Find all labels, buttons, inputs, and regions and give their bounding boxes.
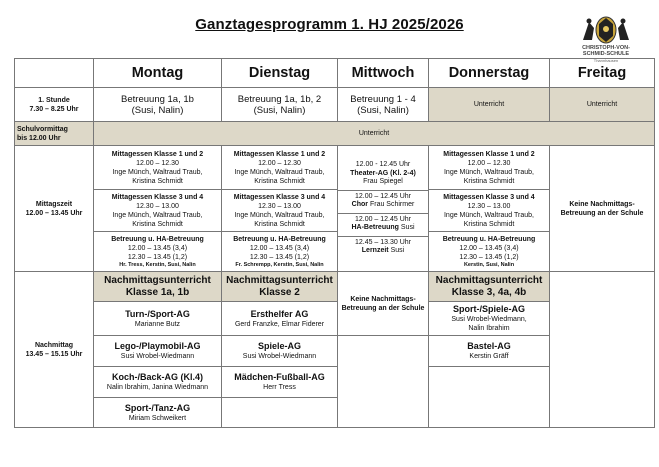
ag-monday-3: Koch-/Back-AG (Kl.4) Nalin Ibrahim, Janina Wiedmann [94,367,222,398]
afternoon-wednesday-empty [338,336,429,428]
ag-thursday-2: Bastel-AG Kerstin Gräff [429,336,550,367]
school-crest-icon [575,10,637,46]
morning-label: Schulvormittag bis 12.00 Uhr [15,122,94,146]
afternoon-thursday-empty [429,367,550,428]
page-title: Ganztagesprogramm 1. HJ 2025/2026 [195,16,464,33]
afternoon-label: Nachmittag 13.45 – 15.15 Uhr [15,272,94,428]
afternoon-header-thursday: Nachmittagsunterricht Klasse 3, 4a, 4b [429,272,550,302]
ag-monday-1: Turn-/Sport-AG Marianne Butz [94,302,222,336]
day-friday: Freitag [550,59,655,88]
first-lesson-monday: Betreuung 1a, 1b (Susi, Nalin) [94,88,222,122]
lunch2-monday: Mittagessen Klasse 3 und 4 12.30 – 13.00 Inge Münch, Waltraud Traub, Kristina Schmidt [94,190,222,232]
morning-lessons: Unterricht [94,122,655,146]
first-lesson-friday: Unterricht [550,88,655,122]
first-lesson-thursday: Unterricht [429,88,550,122]
first-lesson-tuesday: Betreuung 1a, 1b, 2 (Susi, Nalin) [222,88,338,122]
afternoon-header-monday: Nachmittagsunterricht Klasse 1a, 1b [94,272,222,302]
afternoon-tuesday-empty [222,398,338,428]
lunch-friday-none: Keine Nachmittags-Betreuung an der Schule [550,146,655,272]
row-lunch-1 [15,146,655,190]
ag-thursday-1: Sport-/Spiele-AG Susi Wrobel-Wiedmann, Nalin Ibrahim [429,302,550,336]
row-morning [15,122,655,146]
homework-tuesday: Betreuung u. HA-Betreuung 12.00 – 13.45 (3,4) 12.30 – 13.45 (1,2) Fr. Schrempp, Kerstin, Susi, Nalin [222,232,338,272]
first-lesson-label: 1. Stunde 7.30 – 8.25 Uhr [15,88,94,122]
lunch1-tuesday: Mittagessen Klasse 1 und 2 12.00 – 12.30 Inge Münch, Waltraud Traub, Kristina Schmidt [222,146,338,190]
lunch-wednesday-ags: 12.00 - 12.45 Uhr Theater-AG (Kl. 2-4) Frau Spiegel 12.00 – 12.45 Uhr Chor Frau Schirmer 12.00 – 12.45 Uhr HA-Betreuung Susi 12.45 – 13.30 Uhr Lernzeit Susi [338,146,429,272]
first-lesson-wednesday: Betreuung 1 - 4 (Susi, Nalin) [338,88,429,122]
ag-tuesday-1: Ersthelfer AG Gerd Franzke, Elmar Fiderer [222,302,338,336]
ag-monday-2: Lego-/Playmobil-AG Susi Wrobel-Wiedmann [94,336,222,367]
row-first-lesson [15,88,655,122]
lunch2-thursday: Mittagessen Klasse 3 und 4 12.30 – 13.00 Inge Münch, Waltraud Traub, Kristina Schmidt [429,190,550,232]
schedule-table [14,58,655,428]
day-thursday: Donnerstag [429,59,550,88]
row-afternoon-header [15,272,655,302]
logo-subtitle: Thannhausen [593,58,619,63]
header-row [15,59,655,88]
lunch1-thursday: Mittagessen Klasse 1 und 2 12.00 – 12.30 Inge Münch, Waltraud Traub, Kristina Schmidt [429,146,550,190]
lunch2-tuesday: Mittagessen Klasse 3 und 4 12.30 – 13.00 Inge Münch, Waltraud Traub, Kristina Schmidt [222,190,338,232]
afternoon-header-tuesday: Nachmittagsunterricht Klasse 2 [222,272,338,302]
day-monday: Montag [94,59,222,88]
afternoon-wednesday-none: Keine Nachmittags-Betreuung an der Schule [338,272,429,336]
ag-tuesday-2: Spiele-AG Susi Wrobel-Wiedmann [222,336,338,367]
corner-cell [15,59,94,88]
logo-text: CHRISTOPH-VON- SCHMID-SCHULE [582,45,630,57]
lunch1-monday: Mittagessen Klasse 1 und 2 12.00 – 12.30 Inge Münch, Waltraud Traub, Kristina Schmidt [94,146,222,190]
ag-monday-4: Sport-/Tanz-AG Miriam Schweikert [94,398,222,428]
homework-thursday: Betreuung u. HA-Betreuung 12.00 – 13.45 (3,4) 12.30 – 13.45 (1,2) Kerstin, Susi, Nalin [429,232,550,272]
ag-tuesday-3: Mädchen-Fußball-AG Herr Tress [222,367,338,398]
homework-monday: Betreuung u. HA-Betreuung 12.00 – 13.45 (3,4) 12.30 – 13.45 (1,2) Hr. Tress, Kerstin, Susi, Nalin [94,232,222,272]
lunch-label: Mittagszeit 12.00 – 13.45 Uhr [15,146,94,272]
day-wednesday: Mittwoch [338,59,429,88]
afternoon-friday-empty [550,272,655,428]
day-tuesday: Dienstag [222,59,338,88]
